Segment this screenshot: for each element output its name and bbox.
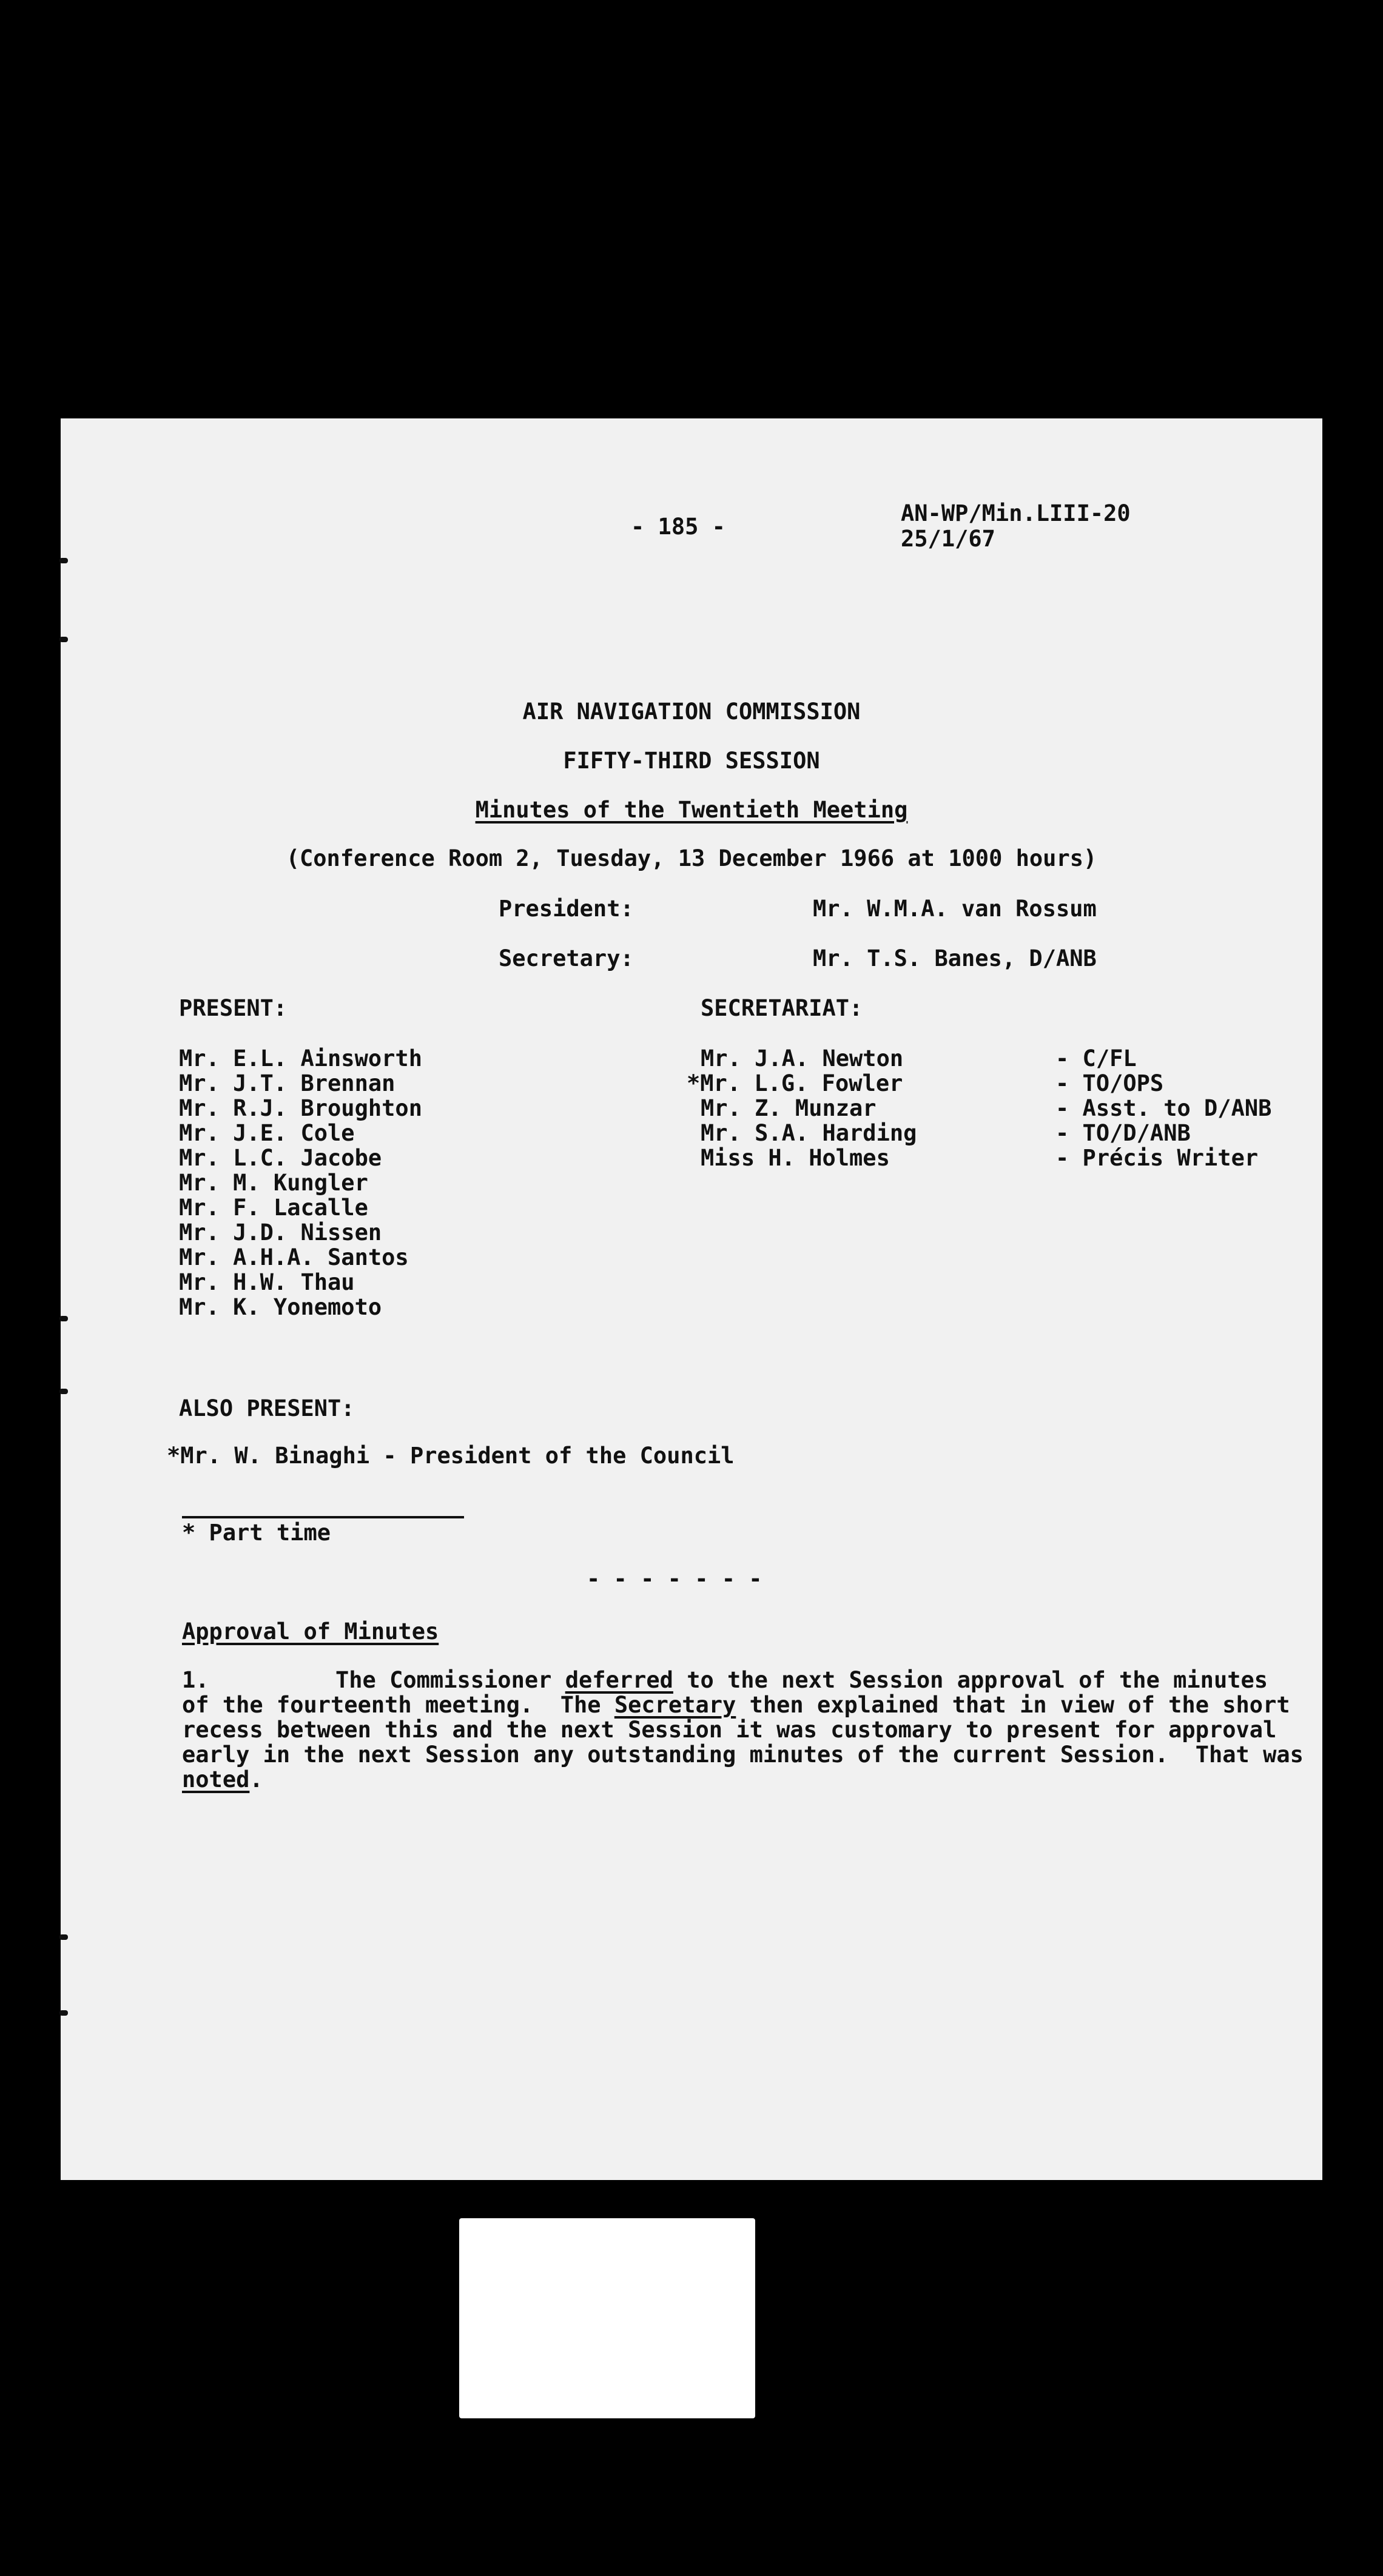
section-heading: Approval of Minutes [182,1618,439,1645]
present-member: Mr. R.J. Broughton [179,1095,422,1121]
secretariat-role: - C/FL [1055,1045,1137,1072]
present-member: Mr. L.C. Jacobe [179,1145,382,1171]
commission-title: AIR NAVIGATION COMMISSION [522,699,861,725]
secretariat-heading: SECRETARIAT: [701,995,863,1021]
present-member: Mr. J.D. Nissen [179,1219,382,1246]
paragraph-line [335,1668,1268,1692]
present-member: Mr. J.T. Brennan [179,1070,395,1096]
hole-punch-mark [59,637,68,642]
hole-punch-mark [59,1316,68,1321]
page-number: - 185 - [631,514,725,540]
hole-punch-mark [59,1934,68,1940]
paragraph-number: 1. [182,1667,209,1693]
blank-card [459,2218,755,2418]
secretariat-role: - Précis Writer [1055,1145,1259,1171]
president-label: President: [499,896,634,922]
document-date: 25/1/67 [901,526,995,552]
hole-punch-mark [59,2010,68,2016]
also-present-heading: ALSO PRESENT: [179,1395,355,1421]
secretariat-role: - TO/OPS [1055,1070,1164,1096]
secretariat-name: Mr. J.A. Newton [701,1045,904,1072]
present-member: Mr. F. Lacalle [179,1195,368,1221]
footnote: * Part time [182,1520,331,1546]
secretariat-name: *Mr. L.G. Fowler [687,1070,903,1096]
hole-punch-mark [59,1389,68,1394]
text-run: to the next Session approval of the minutes [673,1667,1268,1693]
paragraph-line [182,1767,263,1792]
emphasis-noted: noted [182,1766,250,1793]
paragraph-line [182,1692,1290,1717]
paragraph-line: early in the next Session any outstanding minutes of the current Session. That was [182,1742,1304,1768]
present-member: Mr. J.E. Cole [179,1120,355,1146]
text-run: . [249,1766,263,1793]
secretariat-role: - TO/D/ANB [1055,1120,1191,1146]
text-run: of the fourteenth meeting. The [182,1692,614,1718]
emphasis-deferred: deferred [565,1667,673,1693]
secretariat-role: - Asst. to D/ANB [1055,1095,1272,1121]
paragraph-line: recess between this and the next Session it was customary to present for approval [182,1717,1277,1743]
section-separator: - - - - - - - [587,1566,762,1592]
present-member: Mr. A.H.A. Santos [179,1244,409,1270]
footnote-rule [182,1516,464,1518]
present-member: Mr. K. Yonemoto [179,1294,382,1320]
secretariat-name: Mr. Z. Munzar [701,1095,877,1121]
present-member: Mr. E.L. Ainsworth [179,1045,422,1072]
document-reference: AN-WP/Min.LIII-20 [901,500,1131,526]
also-present-entry: *Mr. W. Binaghi - President of the Council [167,1443,735,1469]
meeting-details: (Conference Room 2, Tuesday, 13 December 1966 at 1000 hours) [286,845,1097,871]
secretary-name: Mr. T.S. Banes, D/ANB [813,945,1097,971]
secretary-label: Secretary: [499,945,634,971]
meeting-title: Minutes of the Twentieth Meeting [475,797,908,823]
text-run: The Commissioner [335,1667,565,1693]
hole-punch-mark [59,558,68,563]
emphasis-secretary: Secretary [614,1692,736,1718]
secretariat-name: Mr. S.A. Harding [701,1120,917,1146]
text-run: then explained that in view of the short [736,1692,1290,1718]
present-heading: PRESENT: [179,995,288,1021]
president-name: Mr. W.M.A. van Rossum [813,896,1097,922]
session-title: FIFTY-THIRD SESSION [563,748,820,774]
secretariat-name: Miss H. Holmes [701,1145,890,1171]
present-member: Mr. H.W. Thau [179,1269,355,1295]
present-member: Mr. M. Kungler [179,1170,368,1196]
